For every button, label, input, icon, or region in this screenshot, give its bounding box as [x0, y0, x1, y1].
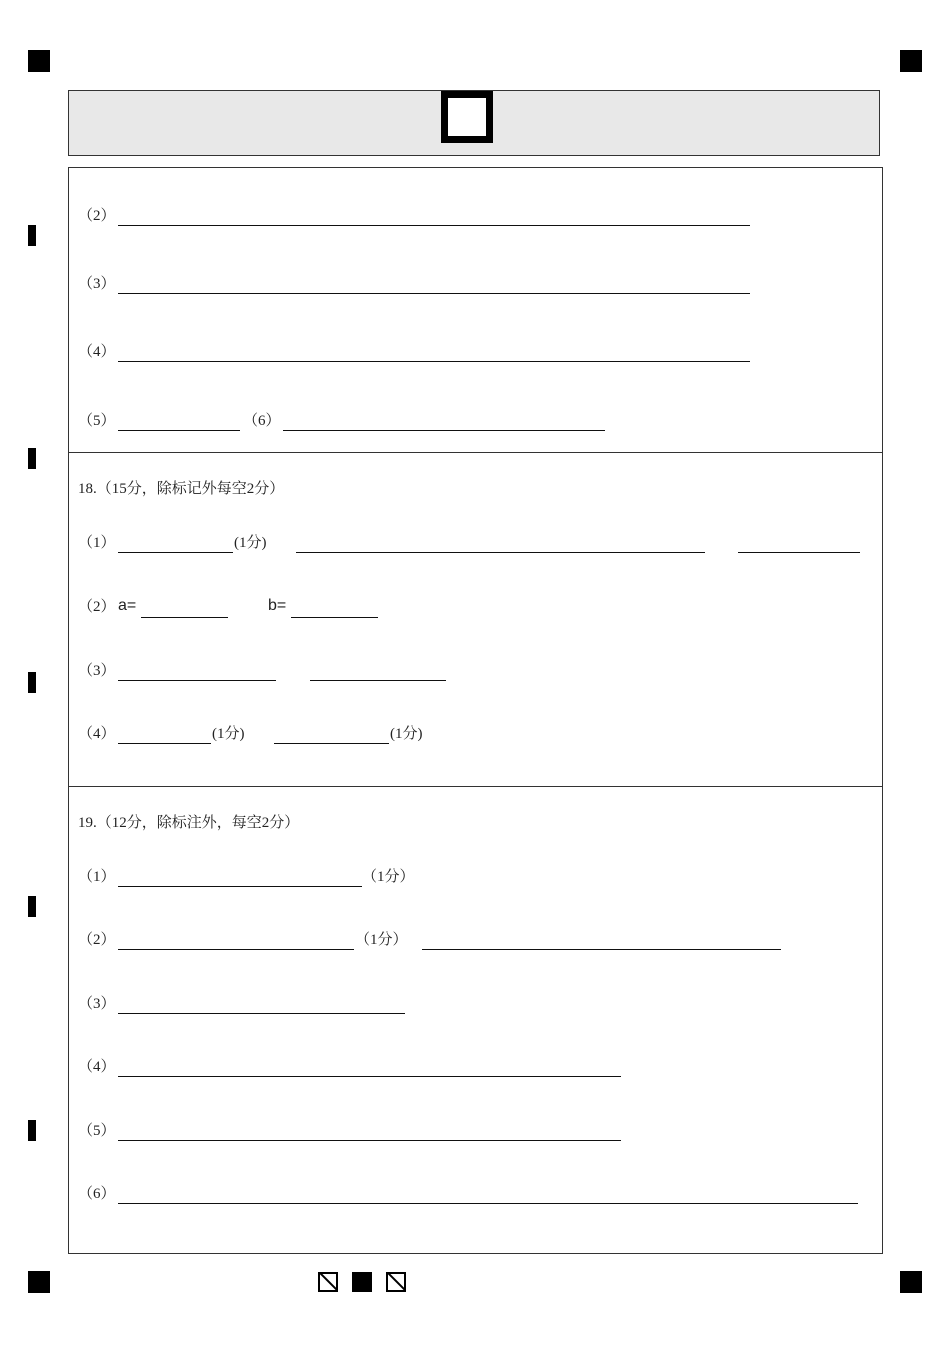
- q17-item-3-answer-line[interactable]: [118, 293, 750, 294]
- page-code-crossed-box-icon: [318, 1272, 338, 1292]
- q18-1-answer-line-a[interactable]: [118, 552, 233, 553]
- header-square-mark: [441, 91, 493, 143]
- q17-item-4-label: （4）: [78, 344, 116, 360]
- side-timing-mark: [28, 896, 36, 917]
- q19-2-answer-line-b[interactable]: [422, 949, 781, 950]
- q18-title: 18.（15分，除标记外每空2分）: [78, 481, 285, 497]
- q18-2-label: （2）: [78, 599, 116, 615]
- q17-item-5-answer-line[interactable]: [118, 430, 240, 431]
- q17-item-2-label: （2）: [78, 208, 116, 224]
- q17-item-6-answer-line[interactable]: [283, 430, 605, 431]
- side-timing-mark: [28, 1120, 36, 1141]
- q19-4-answer-line[interactable]: [118, 1076, 621, 1077]
- q19-2-answer-line-a[interactable]: [118, 949, 354, 950]
- corner-mark-top-left: [28, 50, 50, 72]
- side-timing-mark: [28, 672, 36, 693]
- q19-6-answer-line[interactable]: [118, 1203, 858, 1204]
- q19-5-label: （5）: [78, 1123, 116, 1139]
- q18-1-answer-line-b[interactable]: [296, 552, 705, 553]
- q19-5-answer-line[interactable]: [118, 1140, 621, 1141]
- q17-item-2-answer-line[interactable]: [118, 225, 750, 226]
- q19-2-score: （1分）: [355, 932, 408, 948]
- q19-1-answer-line[interactable]: [118, 886, 362, 887]
- section-divider: [68, 786, 883, 787]
- q18-1-score: (1分): [234, 535, 267, 551]
- side-timing-mark: [28, 225, 36, 246]
- q19-1-score: （1分）: [362, 869, 415, 885]
- q18-4-answer-line-b[interactable]: [274, 743, 389, 744]
- q19-1-label: （1）: [78, 869, 116, 885]
- page-code-solid-box-icon: [352, 1272, 372, 1292]
- q18-3-answer-line-a[interactable]: [118, 680, 276, 681]
- q19-4-label: （4）: [78, 1059, 116, 1075]
- q17-item-5-label: （5）: [78, 413, 116, 429]
- corner-mark-bottom-right: [900, 1271, 922, 1293]
- q18-2-b-label: b=: [268, 597, 287, 614]
- corner-mark-top-right: [900, 50, 922, 72]
- side-timing-mark: [28, 448, 36, 469]
- q18-4-label: （4）: [78, 726, 116, 742]
- q19-title: 19.（12分，除标注外，每空2分）: [78, 815, 300, 831]
- q19-6-label: （6）: [78, 1186, 116, 1202]
- q18-1-answer-line-c[interactable]: [738, 552, 860, 553]
- section-divider: [68, 452, 883, 453]
- q18-4-score-b: (1分): [390, 726, 423, 742]
- q18-2-b-answer-line[interactable]: [291, 617, 378, 618]
- q17-item-4-answer-line[interactable]: [118, 361, 750, 362]
- q18-1-label: （1）: [78, 535, 116, 551]
- q17-item-3-label: （3）: [78, 276, 116, 292]
- q18-4-score-a: (1分): [212, 726, 245, 742]
- corner-mark-bottom-left: [28, 1271, 50, 1293]
- q19-2-label: （2）: [78, 932, 116, 948]
- answer-frame: [68, 167, 883, 1254]
- q18-4-answer-line-a[interactable]: [118, 743, 211, 744]
- page-code-crossed-box-icon: [386, 1272, 406, 1292]
- q18-2-a-answer-line[interactable]: [141, 617, 228, 618]
- q18-3-answer-line-b[interactable]: [310, 680, 446, 681]
- q18-3-label: （3）: [78, 663, 116, 679]
- q17-item-6-label: （6）: [243, 413, 281, 429]
- q18-2-a-label: a=: [118, 597, 137, 614]
- q19-3-answer-line[interactable]: [118, 1013, 405, 1014]
- q19-3-label: （3）: [78, 996, 116, 1012]
